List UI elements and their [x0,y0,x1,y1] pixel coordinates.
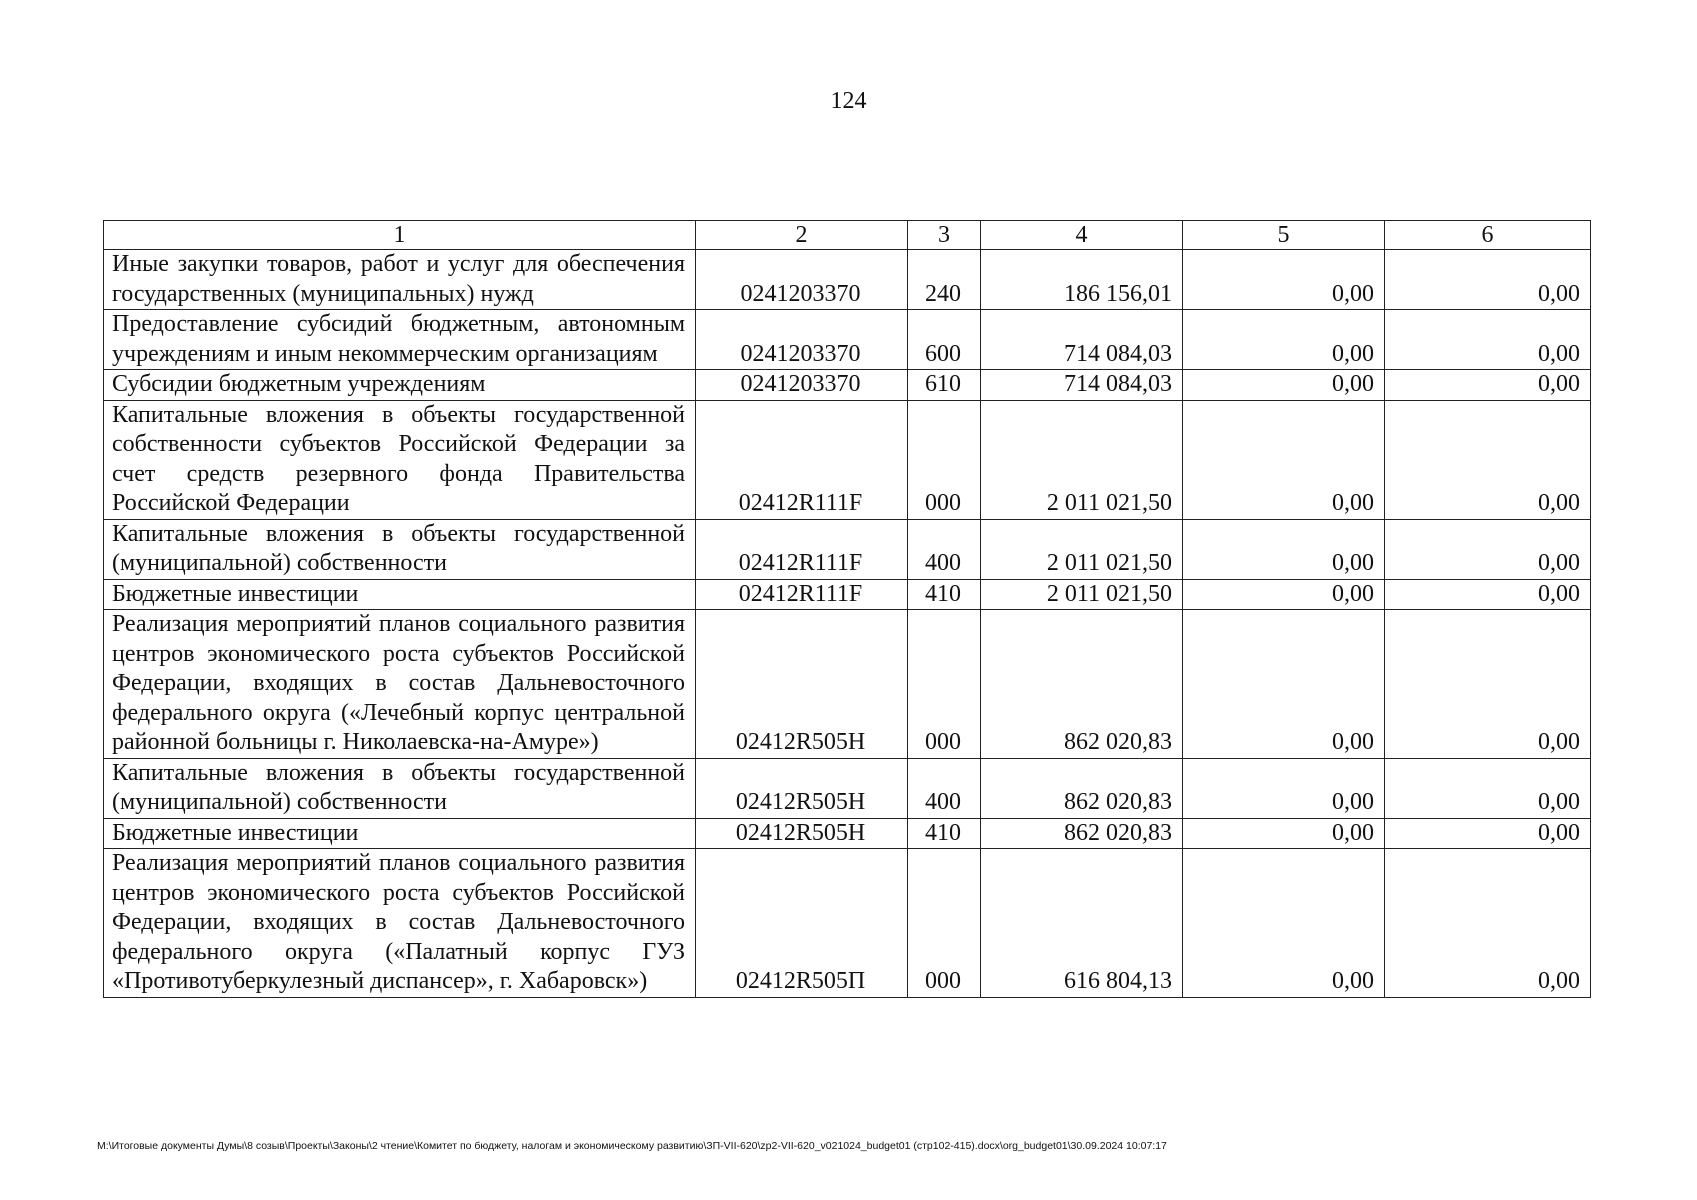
amount-col6-cell: 0,00 [1385,818,1591,849]
expense-type-cell: 400 [908,519,981,579]
amount-col6-cell: 0,00 [1385,400,1591,519]
expense-type-cell: 240 [908,250,981,310]
amount-col5-cell: 0,00 [1183,818,1385,849]
amount-col5-cell: 0,00 [1183,400,1385,519]
table-row [104,758,1591,818]
table-row [104,818,1591,849]
target-code-cell: 02412R505H [696,818,908,849]
column-header: 5 [1183,221,1385,250]
target-code-cell: 0241203370 [696,250,908,310]
item-name-cell: Реализация мероприятий планов социального развития центров экономического роста субъектов Российской Федерации, входящих в состав Дальневосточного федерального округа («Лечебный корпус центральной районной больницы г. Николаевска-на-Амуре») [104,610,696,759]
amount-col4-cell: 714 084,03 [981,310,1183,370]
column-header: 2 [696,221,908,250]
table-row [104,849,1591,998]
amount-col6-cell: 0,00 [1385,310,1591,370]
expense-type-cell: 600 [908,310,981,370]
table-row [104,310,1591,370]
amount-col5-cell: 0,00 [1183,758,1385,818]
target-code-cell: 0241203370 [696,370,908,401]
amount-col6-cell: 0,00 [1385,519,1591,579]
budget-table [103,220,1591,998]
amount-col6-cell: 0,00 [1385,579,1591,610]
target-code-cell: 0241203370 [696,310,908,370]
expense-type-cell: 410 [908,818,981,849]
target-code-cell: 02412R111F [696,400,908,519]
table-row [104,610,1591,759]
column-header: 4 [981,221,1183,250]
header-row [104,221,1591,250]
item-name-cell: Предоставление субсидий бюджетным, автономным учреждениям и иным некоммерческим организациям [104,310,696,370]
item-name-cell: Реализация мероприятий планов социального развития центров экономического роста субъектов Российской Федерации, входящих в состав Дальневосточного федерального округа («Палатный корпус ГУЗ «Противотуберкулезный диспансер», г. Хабаровск») [104,849,696,998]
expense-type-cell: 400 [908,758,981,818]
target-code-cell: 02412R505H [696,758,908,818]
target-code-cell: 02412R505П [696,849,908,998]
amount-col4-cell: 862 020,83 [981,610,1183,759]
amount-col4-cell: 616 804,13 [981,849,1183,998]
column-header: 6 [1385,221,1591,250]
amount-col4-cell: 2 011 021,50 [981,400,1183,519]
amount-col5-cell: 0,00 [1183,610,1385,759]
item-name-cell: Бюджетные инвестиции [104,579,696,610]
amount-col5-cell: 0,00 [1183,370,1385,401]
item-name-cell: Капитальные вложения в объекты государственной собственности субъектов Российской Федерации за счет средств резервного фонда Правительства Российской Федерации [104,400,696,519]
item-name-cell: Бюджетные инвестиции [104,818,696,849]
table-row [104,400,1591,519]
amount-col5-cell: 0,00 [1183,250,1385,310]
column-header: 3 [908,221,981,250]
file-path-footer: M:\Итоговые документы Думы\8 созыв\Проекты\Законы\2 чтение\Комитет по бюджету, налогам и экономическому развитию\ЗП-VII-620\zp2-VII-620_v021024_budget01 (стр102-415).docx\org_budget01\30.09.2024 10:07:17 [97,1140,1167,1152]
expense-type-cell: 410 [908,579,981,610]
expense-type-cell: 000 [908,610,981,759]
amount-col5-cell: 0,00 [1183,849,1385,998]
amount-col6-cell: 0,00 [1385,250,1591,310]
amount-col6-cell: 0,00 [1385,849,1591,998]
page-number: 124 [830,88,867,114]
amount-col6-cell: 0,00 [1385,610,1591,759]
amount-col4-cell: 862 020,83 [981,758,1183,818]
expense-type-cell: 000 [908,849,981,998]
target-code-cell: 02412R111F [696,579,908,610]
item-name-cell: Иные закупки товаров, работ и услуг для обеспечения государственных (муниципальных) нужд [104,250,696,310]
item-name-cell: Капитальные вложения в объекты государственной (муниципальной) собственности [104,758,696,818]
target-code-cell: 02412R111F [696,519,908,579]
amount-col6-cell: 0,00 [1385,758,1591,818]
amount-col4-cell: 2 011 021,50 [981,519,1183,579]
table-row [104,579,1591,610]
amount-col6-cell: 0,00 [1385,370,1591,401]
amount-col4-cell: 714 084,03 [981,370,1183,401]
target-code-cell: 02412R505H [696,610,908,759]
amount-col5-cell: 0,00 [1183,579,1385,610]
expense-type-cell: 000 [908,400,981,519]
amount-col5-cell: 0,00 [1183,310,1385,370]
item-name-cell: Капитальные вложения в объекты государственной (муниципальной) собственности [104,519,696,579]
amount-col4-cell: 186 156,01 [981,250,1183,310]
table-row [104,250,1591,310]
item-name-cell: Субсидии бюджетным учреждениям [104,370,696,401]
amount-col4-cell: 2 011 021,50 [981,579,1183,610]
expense-type-cell: 610 [908,370,981,401]
table-row [104,519,1591,579]
amount-col5-cell: 0,00 [1183,519,1385,579]
table-row [104,370,1591,401]
column-header: 1 [104,221,696,250]
amount-col4-cell: 862 020,83 [981,818,1183,849]
